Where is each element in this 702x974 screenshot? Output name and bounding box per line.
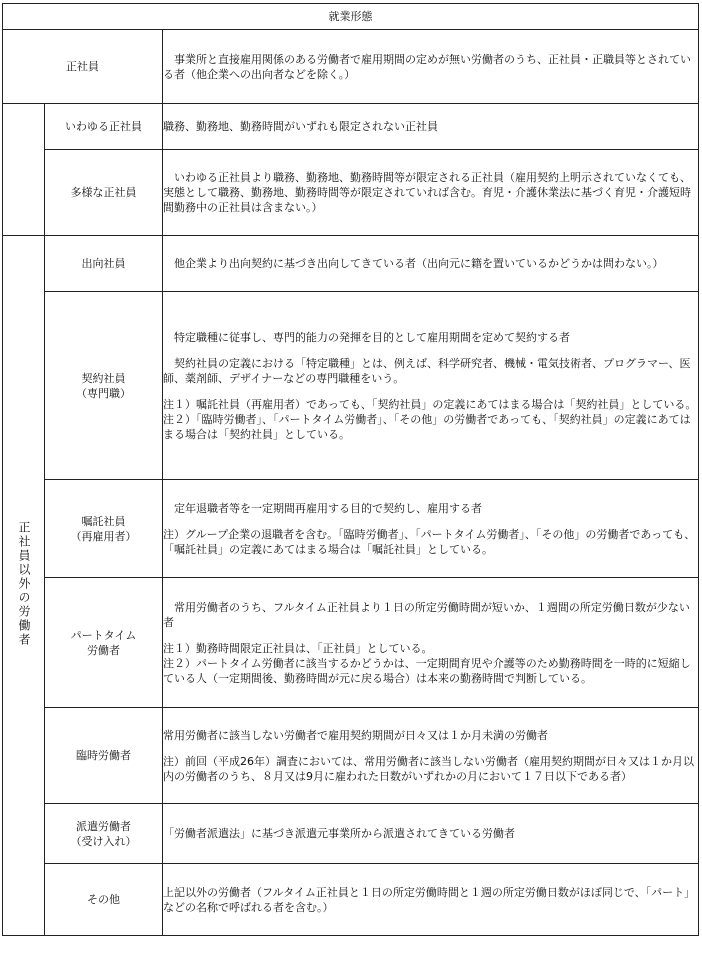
table-header-row [3, 4, 699, 30]
description-line: 注２）パートタイム労働者に該当するかどうかは、一定期間育児や介護等のため勤務時間を一時的に短縮している人（一定期間後、勤務時間が元に戻る場合）は本来の勤務時間で判断している。 [163, 656, 691, 685]
non-regular-type-row [3, 236, 699, 292]
description-line: 契約社員の定義における「特定職種」とは、例えば、科学研究者、機械・電気技術者、プログラマー、医師、薬剤師、デザイナーなどの専門職種をいう。 [163, 356, 691, 385]
type-description [163, 104, 699, 150]
non-regular-type-row [3, 708, 699, 804]
regular-employee-description: 事業所と直接雇用関係のある労働者で雇用期間の定めが無い労働者のうち、正社員・正職員等とされている者（他企業への出向者などを除く。） [163, 30, 699, 104]
description-line: 注１）嘱託社員（再雇用者）であっても、「契約社員」の定義にあてはまる場合は「契約社員」としている。 [163, 397, 697, 411]
type-description [163, 480, 699, 578]
type-description [163, 708, 699, 804]
type-label: いわゆる正社員 [45, 104, 163, 150]
type-label: 多様な正社員 [45, 150, 163, 236]
description-line: 職務、勤務地、勤務時間がいずれも限定されない正社員 [163, 120, 438, 133]
non-regular-group-label [3, 236, 45, 936]
table-title: 就業形態 [3, 4, 699, 30]
non-regular-type-row [3, 864, 699, 936]
type-description [163, 292, 699, 480]
indent-cell [3, 104, 45, 150]
description-line: 特定職種に従事し、専門的能力の発揮を目的として雇用期間を定めて契約する者 [163, 330, 570, 344]
regular-subtype-row [3, 150, 699, 236]
type-label: 嘱託社員 （再雇用者） [45, 480, 163, 578]
description-line: 注２）「臨時労働者」、「パートタイム労働者」、「その他」の労働者であっても、「契約社員」の定義にあてはまる場合は「契約社員」としている。 [163, 412, 691, 441]
description-line: 常用労働者のうち、フルタイム正社員より１日の所定労働時間が短いか、１週間の所定労働日数が少ない者 [163, 600, 690, 629]
type-label: 契約社員 （専門職） [45, 292, 163, 480]
description-line: いわゆる正社員より職務、勤務地、勤務時間等が限定される正社員（雇用契約上明示されていなくても、実態として職務、勤務地、勤務時間等が限定されていれば含む。育児・介護休業法に基づく育児・介護短時間勤務中の正社員は含まない。） [163, 171, 691, 214]
type-description [163, 864, 699, 936]
description-line: 上記以外の労働者（フルタイム正社員と１日の所定労働時間と１週の所定労働日数がほぼ同じで、「パート」などの名称で呼ばれる者を含む。） [163, 885, 696, 914]
regular-subtype-row [3, 104, 699, 150]
type-label: その他 [45, 864, 163, 936]
description-line: 「労働者派遣法」に基づき派遣元事業所から派遣されてきている労働者 [163, 827, 515, 840]
description-line: 常用労働者に該当しない労働者で雇用契約期間が日々又は１か月未満の労働者 [163, 728, 548, 742]
description-line: 定年退職者等を一定期間再雇用する目的で契約し、雇用する者 [163, 501, 482, 515]
description-line: 注）グループ企業の退職者を含む。「臨時労働者」、「パートタイム労働者」、「その他」の労働者であっても、「嘱託社員」の定義にあてはまる場合は「嘱託社員」としている。 [163, 527, 696, 556]
vertical-group-text: 正社員以外の労働者 [17, 520, 31, 647]
non-regular-type-row [3, 292, 699, 480]
type-description [163, 150, 699, 236]
description-line: 注）前回（平成26年）調査においては、常用労働者に該当しない労働者（雇用契約期間が日々又は１か月以内の労働者のうち、８月又は9月に雇われた日数がいずれかの月において１７日以下である者） [163, 754, 694, 783]
regular-employee-row [3, 30, 699, 104]
type-description [163, 578, 699, 708]
indent-cell [3, 150, 45, 236]
type-label: 派遣労働者 （受け入れ） [45, 804, 163, 864]
description-line: 注１）勤務時間限定正社員は、「正社員」としている。 [163, 641, 433, 655]
type-label: 臨時労働者 [45, 708, 163, 804]
non-regular-type-row [3, 578, 699, 708]
type-label: パートタイム 労働者 [45, 578, 163, 708]
non-regular-type-row [3, 804, 699, 864]
type-description [163, 804, 699, 864]
non-regular-type-row [3, 480, 699, 578]
employment-type-table [2, 3, 699, 936]
description-line: 他企業より出向契約に基づき出向してきている者（出向元に籍を置いているかどうかは問わない。） [163, 257, 664, 270]
type-description [163, 236, 699, 292]
type-label: 出向社員 [45, 236, 163, 292]
regular-employee-label: 正社員 [3, 30, 163, 104]
